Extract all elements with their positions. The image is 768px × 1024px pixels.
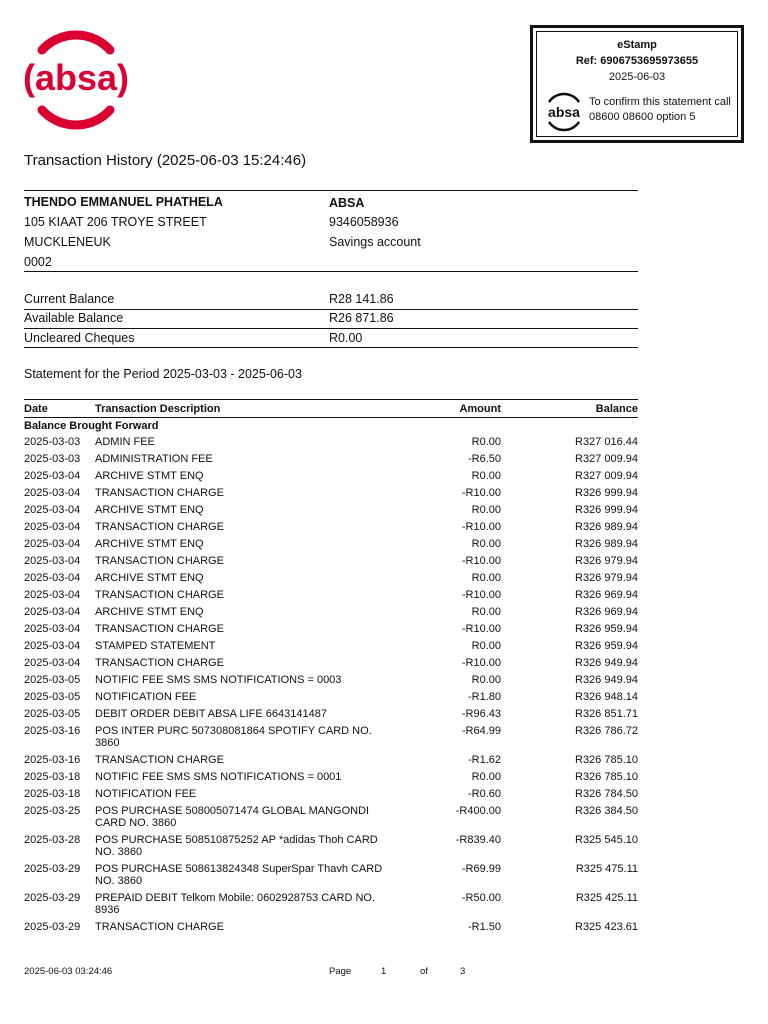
row-description: POS PURCHASE 508005071474 GLOBAL MANGONDI CARD NO. 3860 xyxy=(95,805,370,829)
row-balance: R325 425.11 xyxy=(575,892,638,904)
row-description: NOTIFIC FEE SMS SMS NOTIFICATIONS = 0003 xyxy=(95,674,342,686)
row-balance: R326 851.71 xyxy=(575,708,638,720)
row-date: 2025-03-18 xyxy=(24,788,81,800)
table-row xyxy=(24,706,638,723)
row-description: ARCHIVE STMT ENQ xyxy=(95,606,204,618)
footer-page-number: 1 xyxy=(381,966,387,977)
table-row xyxy=(24,638,638,655)
table-row xyxy=(24,604,638,621)
row-date: 2025-03-04 xyxy=(24,555,81,567)
available-balance-label: Available Balance xyxy=(24,311,124,325)
page-title: Transaction History (2025-06-03 15:24:46) xyxy=(24,152,307,169)
table-header xyxy=(24,403,638,417)
table-row xyxy=(24,861,638,890)
row-date: 2025-03-05 xyxy=(24,674,81,686)
divider xyxy=(24,399,638,400)
row-date: 2025-03-04 xyxy=(24,657,81,669)
divider xyxy=(24,417,638,418)
row-amount: R0.00 xyxy=(471,640,501,652)
row-date: 2025-03-04 xyxy=(24,470,81,482)
footer-of-label: of xyxy=(420,966,428,977)
row-amount: -R10.00 xyxy=(461,555,501,567)
table-row xyxy=(24,434,638,451)
row-balance: R326 948.14 xyxy=(575,691,638,703)
row-amount: -R10.00 xyxy=(461,657,501,669)
divider xyxy=(24,328,638,329)
row-amount: -R10.00 xyxy=(461,487,501,499)
absa-logo xyxy=(22,26,130,134)
row-date: 2025-03-28 xyxy=(24,834,81,846)
estamp-title: eStamp xyxy=(617,39,657,51)
footer-page-label: Page xyxy=(329,966,352,977)
row-description: ARCHIVE STMT ENQ xyxy=(95,470,204,482)
row-balance: R326 969.94 xyxy=(575,589,638,601)
row-description: TRANSACTION CHARGE xyxy=(95,487,224,499)
uncleared-cheques-label: Uncleared Cheques xyxy=(24,331,135,345)
row-amount: -R1.50 xyxy=(467,921,501,933)
absa-mini-logo xyxy=(541,92,587,132)
footer-total-pages: 3 xyxy=(460,966,466,977)
row-date: 2025-03-16 xyxy=(24,725,81,737)
holder-address-line-1: 105 KIAAT 206 TROYE STREET xyxy=(24,215,207,229)
row-date: 2025-03-03 xyxy=(24,453,81,465)
divider xyxy=(24,347,638,348)
row-amount: -R400.00 xyxy=(455,805,501,817)
table-row xyxy=(24,832,638,861)
row-description: TRANSACTION CHARGE xyxy=(95,555,224,567)
row-description: POS PURCHASE 508510875252 AP *adidas Thoh CARD NO. 3860 xyxy=(95,834,378,858)
row-amount: -R96.43 xyxy=(461,708,501,720)
row-amount: -R10.00 xyxy=(461,589,501,601)
row-amount: -R1.62 xyxy=(467,754,501,766)
row-description: ARCHIVE STMT ENQ xyxy=(95,538,204,550)
table-row xyxy=(24,451,638,468)
row-description: TRANSACTION CHARGE xyxy=(95,589,224,601)
row-description: POS INTER PURC 507308081864 SPOTIFY CARD NO. 3860 xyxy=(95,725,372,749)
table-row xyxy=(24,519,638,536)
available-balance-value: R26 871.86 xyxy=(329,311,394,325)
statement-period: Statement for the Period 2025-03-03 - 2025-06-03 xyxy=(24,367,302,381)
table-row xyxy=(24,786,638,803)
row-balance: R325 545.10 xyxy=(575,834,638,846)
bank-name: ABSA xyxy=(329,196,365,210)
row-date: 2025-03-04 xyxy=(24,572,81,584)
row-amount: -R10.00 xyxy=(461,521,501,533)
holder-name: THENDO EMMANUEL PHATHELA xyxy=(24,195,223,209)
table-row xyxy=(24,587,638,604)
row-balance: R326 785.10 xyxy=(575,754,638,766)
account-number: 9346058936 xyxy=(329,215,399,229)
row-date: 2025-03-04 xyxy=(24,504,81,516)
row-description: TRANSACTION CHARGE xyxy=(95,623,224,635)
row-description: TRANSACTION CHARGE xyxy=(95,921,224,933)
estamp-ref: Ref: 6906753695973655 xyxy=(575,55,699,67)
uncleared-cheques-value: R0.00 xyxy=(329,331,363,345)
current-balance-value: R28 141.86 xyxy=(329,292,394,306)
table-row xyxy=(24,919,638,936)
row-balance: R326 989.94 xyxy=(575,521,638,533)
row-amount: -R1.80 xyxy=(467,691,501,703)
svg-text:absa: absa xyxy=(548,104,580,120)
row-amount: R0.00 xyxy=(471,771,501,783)
row-balance: R325 475.11 xyxy=(575,863,638,875)
row-date: 2025-03-05 xyxy=(24,708,81,720)
row-balance: R325 423.61 xyxy=(575,921,638,933)
row-description: TRANSACTION CHARGE xyxy=(95,657,224,669)
account-type: Savings account xyxy=(329,235,421,249)
divider xyxy=(24,190,638,191)
row-description: ADMIN FEE xyxy=(95,436,155,448)
row-date: 2025-03-03 xyxy=(24,436,81,448)
row-amount: R0.00 xyxy=(471,606,501,618)
row-date: 2025-03-25 xyxy=(24,805,81,817)
row-balance: R326 989.94 xyxy=(575,538,638,550)
row-balance: R326 959.94 xyxy=(575,640,638,652)
row-date: 2025-03-29 xyxy=(24,863,81,875)
header-date: Date xyxy=(24,403,48,415)
header-description: Transaction Description xyxy=(95,403,221,415)
row-amount: -R69.99 xyxy=(461,863,501,875)
row-balance: R326 999.94 xyxy=(575,504,638,516)
header-amount: Amount xyxy=(459,403,501,415)
estamp-date: 2025-06-03 xyxy=(608,71,666,83)
row-amount: -R50.00 xyxy=(461,892,501,904)
row-description: DEBIT ORDER DEBIT ABSA LIFE 6643141487 xyxy=(95,708,327,720)
row-balance: R326 999.94 xyxy=(575,487,638,499)
row-balance: R326 786.72 xyxy=(575,725,638,737)
table-row xyxy=(24,689,638,706)
table-row xyxy=(24,570,638,587)
table-row xyxy=(24,890,638,919)
row-amount: -R0.60 xyxy=(467,788,501,800)
row-date: 2025-03-05 xyxy=(24,691,81,703)
row-description: PREPAID DEBIT Telkom Mobile: 0602928753 CARD NO. 8936 xyxy=(95,892,376,916)
row-description: ADMINISTRATION FEE xyxy=(95,453,213,465)
row-balance: R327 009.94 xyxy=(575,470,638,482)
row-balance: R326 979.94 xyxy=(575,572,638,584)
holder-address-line-2: MUCKLENEUK xyxy=(24,235,111,249)
row-description: NOTIFICATION FEE xyxy=(95,691,197,703)
row-balance: R326 949.94 xyxy=(575,674,638,686)
divider xyxy=(24,271,638,272)
table-row xyxy=(24,553,638,570)
row-description: NOTIFICATION FEE xyxy=(95,788,197,800)
row-balance: R326 384.50 xyxy=(575,805,638,817)
footer-timestamp: 2025-06-03 03:24:46 xyxy=(24,966,113,977)
row-date: 2025-03-29 xyxy=(24,892,81,904)
row-description: STAMPED STATEMENT xyxy=(95,640,216,652)
current-balance-label: Current Balance xyxy=(24,292,115,306)
estamp-confirm-text: To confirm this statement call 08600 08600 option 5 xyxy=(589,96,731,123)
row-balance: R326 785.10 xyxy=(575,771,638,783)
row-amount: R0.00 xyxy=(471,538,501,550)
row-description: POS PURCHASE 508613824348 SuperSpar Thavh CARD NO. 3860 xyxy=(95,863,383,887)
table-row xyxy=(24,672,638,689)
table-row xyxy=(24,502,638,519)
row-amount: R0.00 xyxy=(471,470,501,482)
table-row xyxy=(24,655,638,672)
row-amount: R0.00 xyxy=(471,436,501,448)
table-row xyxy=(24,769,638,786)
estamp-box xyxy=(530,25,744,143)
table-row xyxy=(24,536,638,553)
svg-text:(absa): (absa) xyxy=(22,57,130,98)
row-amount: -R64.99 xyxy=(461,725,501,737)
row-amount: -R6.50 xyxy=(467,453,501,465)
balance-brought-forward: Balance Brought Forward xyxy=(24,420,159,432)
row-amount: R0.00 xyxy=(471,674,501,686)
table-row xyxy=(24,485,638,502)
row-balance: R327 016.44 xyxy=(575,436,638,448)
row-amount: -R839.40 xyxy=(455,834,501,846)
row-amount: R0.00 xyxy=(471,504,501,516)
row-date: 2025-03-16 xyxy=(24,754,81,766)
row-description: TRANSACTION CHARGE xyxy=(95,521,224,533)
row-date: 2025-03-29 xyxy=(24,921,81,933)
row-description: ARCHIVE STMT ENQ xyxy=(95,504,204,516)
holder-postal-code: 0002 xyxy=(24,255,52,269)
row-amount: R0.00 xyxy=(471,572,501,584)
header-balance: Balance xyxy=(595,403,638,415)
row-date: 2025-03-04 xyxy=(24,606,81,618)
row-balance: R327 009.94 xyxy=(575,453,638,465)
row-balance: R326 959.94 xyxy=(575,623,638,635)
row-date: 2025-03-18 xyxy=(24,771,81,783)
table-row xyxy=(24,752,638,769)
transaction-list xyxy=(24,434,638,936)
row-description: TRANSACTION CHARGE xyxy=(95,754,224,766)
table-row xyxy=(24,621,638,638)
table-row xyxy=(24,803,638,832)
row-date: 2025-03-04 xyxy=(24,640,81,652)
row-date: 2025-03-04 xyxy=(24,487,81,499)
row-balance: R326 969.94 xyxy=(575,606,638,618)
row-date: 2025-03-04 xyxy=(24,538,81,550)
row-description: ARCHIVE STMT ENQ xyxy=(95,572,204,584)
row-description: NOTIFIC FEE SMS SMS NOTIFICATIONS = 0001 xyxy=(95,771,342,783)
row-balance: R326 979.94 xyxy=(575,555,638,567)
row-balance: R326 784.50 xyxy=(575,788,638,800)
row-balance: R326 949.94 xyxy=(575,657,638,669)
divider xyxy=(24,309,638,310)
row-date: 2025-03-04 xyxy=(24,589,81,601)
row-date: 2025-03-04 xyxy=(24,521,81,533)
table-row xyxy=(24,468,638,485)
table-row xyxy=(24,723,638,752)
row-amount: -R10.00 xyxy=(461,623,501,635)
row-date: 2025-03-04 xyxy=(24,623,81,635)
